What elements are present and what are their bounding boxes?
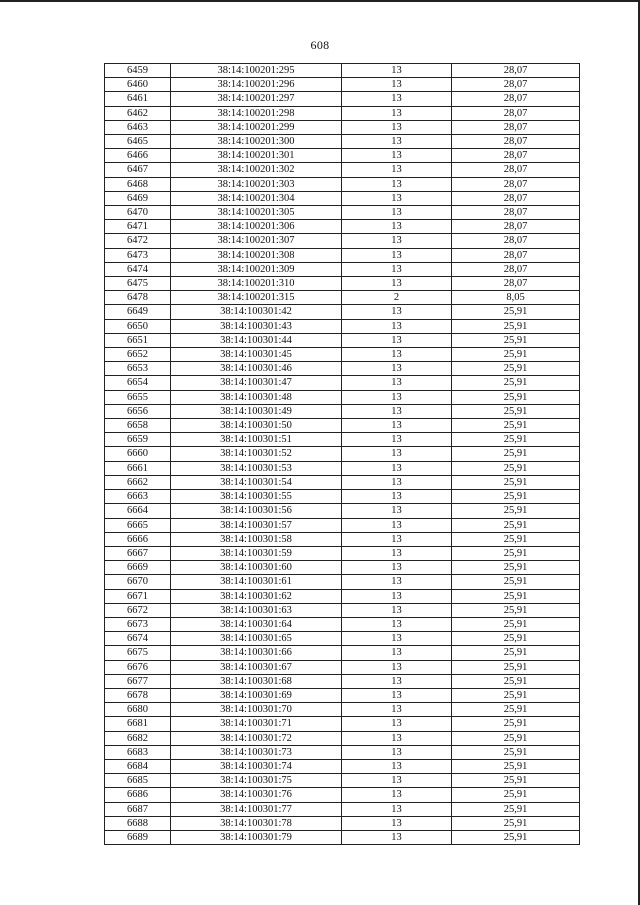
area-cell: 25,91 [452,575,580,589]
row-number-cell: 6667 [105,546,171,560]
area-cell: 25,91 [452,362,580,376]
cadastral-number-cell: 38:14:100301:64 [171,617,342,631]
cadastral-number-cell: 38:14:100201:307 [171,234,342,248]
table-row [105,277,580,291]
row-number-cell: 6655 [105,390,171,404]
table-row [105,404,580,418]
cadastral-number-cell: 38:14:100301:75 [171,774,342,788]
area-cell: 25,91 [452,603,580,617]
area-cell: 8,05 [452,291,580,305]
cadastral-number-cell: 38:14:100201:302 [171,163,342,177]
row-number-cell: 6658 [105,419,171,433]
table-row [105,177,580,191]
table-row [105,617,580,631]
count-cell: 13 [342,376,452,390]
row-number-cell: 6460 [105,78,171,92]
count-cell: 13 [342,106,452,120]
table-row [105,376,580,390]
cadastral-number-cell: 38:14:100201:296 [171,78,342,92]
table-row [105,674,580,688]
count-cell: 13 [342,617,452,631]
cadastral-number-cell: 38:14:100301:61 [171,575,342,589]
count-cell: 13 [342,404,452,418]
count-cell: 13 [342,262,452,276]
table-row [105,419,580,433]
count-cell: 13 [342,660,452,674]
row-number-cell: 6656 [105,404,171,418]
count-cell: 13 [342,135,452,149]
count-cell: 13 [342,333,452,347]
area-cell: 25,91 [452,830,580,844]
cadastral-number-cell: 38:14:100201:304 [171,191,342,205]
table-row [105,433,580,447]
cadastral-number-cell: 38:14:100301:69 [171,688,342,702]
count-cell: 13 [342,305,452,319]
row-number-cell: 6678 [105,688,171,702]
table-row [105,120,580,134]
row-number-cell: 6677 [105,674,171,688]
table-row [105,92,580,106]
cadastral-number-cell: 38:14:100301:76 [171,788,342,802]
table-row [105,333,580,347]
table-row [105,802,580,816]
area-cell: 25,91 [452,348,580,362]
count-cell: 13 [342,163,452,177]
area-cell: 28,07 [452,120,580,134]
cadastral-number-cell: 38:14:100201:305 [171,206,342,220]
row-number-cell: 6664 [105,504,171,518]
table-row [105,305,580,319]
count-cell: 13 [342,546,452,560]
table-row [105,589,580,603]
count-cell: 13 [342,688,452,702]
cadastral-number-cell: 38:14:100301:51 [171,433,342,447]
table-row [105,646,580,660]
count-cell: 13 [342,646,452,660]
area-cell: 25,91 [452,703,580,717]
area-cell: 25,91 [452,788,580,802]
area-cell: 25,91 [452,518,580,532]
count-cell: 13 [342,433,452,447]
row-number-cell: 6468 [105,177,171,191]
table-row [105,248,580,262]
area-cell: 25,91 [452,447,580,461]
area-cell: 25,91 [452,504,580,518]
count-cell: 13 [342,674,452,688]
table-row [105,163,580,177]
cadastral-number-cell: 38:14:100201:301 [171,149,342,163]
table-row [105,717,580,731]
table-row [105,603,580,617]
table-row [105,362,580,376]
row-number-cell: 6473 [105,248,171,262]
table-row [105,575,580,589]
table-row [105,504,580,518]
table-row [105,561,580,575]
row-number-cell: 6666 [105,532,171,546]
row-number-cell: 6651 [105,333,171,347]
count-cell: 13 [342,64,452,78]
count-cell: 13 [342,561,452,575]
table-row [105,461,580,475]
table-row [105,532,580,546]
count-cell: 13 [342,191,452,205]
cadastral-number-cell: 38:14:100301:73 [171,745,342,759]
area-cell: 28,07 [452,163,580,177]
area-cell: 28,07 [452,135,580,149]
cadastral-number-cell: 38:14:100201:298 [171,106,342,120]
row-number-cell: 6673 [105,617,171,631]
table-row [105,262,580,276]
table-row [105,475,580,489]
table-row [105,348,580,362]
parcel-table-body [105,64,580,845]
count-cell: 13 [342,532,452,546]
row-number-cell: 6663 [105,490,171,504]
table-row [105,745,580,759]
table-row [105,774,580,788]
cadastral-number-cell: 38:14:100301:50 [171,419,342,433]
table-row [105,788,580,802]
cadastral-number-cell: 38:14:100301:68 [171,674,342,688]
row-number-cell: 6675 [105,646,171,660]
table-row [105,191,580,205]
row-number-cell: 6687 [105,802,171,816]
cadastral-number-cell: 38:14:100301:58 [171,532,342,546]
count-cell: 13 [342,120,452,134]
count-cell: 2 [342,291,452,305]
count-cell: 13 [342,319,452,333]
area-cell: 25,91 [452,731,580,745]
table-row [105,149,580,163]
cadastral-number-cell: 38:14:100201:315 [171,291,342,305]
row-number-cell: 6462 [105,106,171,120]
count-cell: 13 [342,518,452,532]
cadastral-number-cell: 38:14:100301:44 [171,333,342,347]
cadastral-number-cell: 38:14:100301:62 [171,589,342,603]
cadastral-number-cell: 38:14:100201:306 [171,220,342,234]
count-cell: 13 [342,220,452,234]
area-cell: 25,91 [452,532,580,546]
table-row [105,135,580,149]
area-cell: 25,91 [452,660,580,674]
table-row [105,206,580,220]
area-cell: 25,91 [452,688,580,702]
count-cell: 13 [342,802,452,816]
cadastral-number-cell: 38:14:100201:308 [171,248,342,262]
row-number-cell: 6475 [105,277,171,291]
table-row [105,830,580,844]
row-number-cell: 6470 [105,206,171,220]
table-row [105,632,580,646]
count-cell: 13 [342,206,452,220]
cadastral-number-cell: 38:14:100301:49 [171,404,342,418]
area-cell: 28,07 [452,177,580,191]
area-cell: 25,91 [452,589,580,603]
area-cell: 25,91 [452,490,580,504]
row-number-cell: 6681 [105,717,171,731]
row-number-cell: 6650 [105,319,171,333]
cadastral-number-cell: 38:14:100301:59 [171,546,342,560]
row-number-cell: 6688 [105,816,171,830]
area-cell: 25,91 [452,646,580,660]
area-cell: 25,91 [452,617,580,631]
count-cell: 13 [342,362,452,376]
count-cell: 13 [342,830,452,844]
row-number-cell: 6461 [105,92,171,106]
cadastral-number-cell: 38:14:100301:71 [171,717,342,731]
row-number-cell: 6665 [105,518,171,532]
cadastral-number-cell: 38:14:100301:55 [171,490,342,504]
cadastral-number-cell: 38:14:100301:79 [171,830,342,844]
row-number-cell: 6459 [105,64,171,78]
count-cell: 13 [342,248,452,262]
area-cell: 25,91 [452,390,580,404]
row-number-cell: 6474 [105,262,171,276]
count-cell: 13 [342,419,452,433]
row-number-cell: 6669 [105,561,171,575]
area-cell: 25,91 [452,376,580,390]
area-cell: 25,91 [452,305,580,319]
count-cell: 13 [342,759,452,773]
count-cell: 13 [342,745,452,759]
cadastral-number-cell: 38:14:100301:47 [171,376,342,390]
area-cell: 28,07 [452,78,580,92]
cadastral-number-cell: 38:14:100301:56 [171,504,342,518]
row-number-cell: 6674 [105,632,171,646]
cadastral-number-cell: 38:14:100301:53 [171,461,342,475]
area-cell: 25,91 [452,717,580,731]
table-row [105,660,580,674]
count-cell: 13 [342,632,452,646]
cadastral-number-cell: 38:14:100301:43 [171,319,342,333]
count-cell: 13 [342,731,452,745]
row-number-cell: 6683 [105,745,171,759]
table-row [105,518,580,532]
count-cell: 13 [342,703,452,717]
row-number-cell: 6463 [105,120,171,134]
area-cell: 28,07 [452,234,580,248]
cadastral-number-cell: 38:14:100301:77 [171,802,342,816]
area-cell: 25,91 [452,745,580,759]
cadastral-number-cell: 38:14:100201:310 [171,277,342,291]
cadastral-number-cell: 38:14:100201:303 [171,177,342,191]
row-number-cell: 6671 [105,589,171,603]
area-cell: 25,91 [452,802,580,816]
row-number-cell: 6478 [105,291,171,305]
row-number-cell: 6466 [105,149,171,163]
page-number: 608 [310,38,330,52]
area-cell: 25,91 [452,674,580,688]
area-cell: 25,91 [452,632,580,646]
count-cell: 13 [342,348,452,362]
table-row [105,759,580,773]
row-number-cell: 6654 [105,376,171,390]
area-cell: 28,07 [452,106,580,120]
row-number-cell: 6689 [105,830,171,844]
area-cell: 25,91 [452,333,580,347]
count-cell: 13 [342,504,452,518]
area-cell: 28,07 [452,262,580,276]
count-cell: 13 [342,177,452,191]
parcel-table [104,63,580,845]
area-cell: 25,91 [452,774,580,788]
row-number-cell: 6661 [105,461,171,475]
row-number-cell: 6662 [105,475,171,489]
row-number-cell: 6649 [105,305,171,319]
scan-edge-top [0,0,640,2]
cadastral-number-cell: 38:14:100301:46 [171,362,342,376]
count-cell: 13 [342,461,452,475]
area-cell: 28,07 [452,191,580,205]
cadastral-number-cell: 38:14:100301:60 [171,561,342,575]
count-cell: 13 [342,78,452,92]
table-row [105,688,580,702]
count-cell: 13 [342,490,452,504]
cadastral-number-cell: 38:14:100301:72 [171,731,342,745]
table-row [105,390,580,404]
cadastral-number-cell: 38:14:100201:309 [171,262,342,276]
count-cell: 13 [342,447,452,461]
row-number-cell: 6660 [105,447,171,461]
area-cell: 28,07 [452,64,580,78]
area-cell: 28,07 [452,206,580,220]
cadastral-number-cell: 38:14:100301:65 [171,632,342,646]
cadastral-number-cell: 38:14:100301:54 [171,475,342,489]
cadastral-number-cell: 38:14:100201:299 [171,120,342,134]
area-cell: 28,07 [452,248,580,262]
table-row [105,64,580,78]
table-row [105,703,580,717]
table-row [105,447,580,461]
row-number-cell: 6471 [105,220,171,234]
area-cell: 25,91 [452,461,580,475]
cadastral-number-cell: 38:14:100301:67 [171,660,342,674]
row-number-cell: 6680 [105,703,171,717]
row-number-cell: 6686 [105,788,171,802]
cadastral-number-cell: 38:14:100301:42 [171,305,342,319]
count-cell: 13 [342,475,452,489]
cadastral-number-cell: 38:14:100301:63 [171,603,342,617]
table-row [105,731,580,745]
row-number-cell: 6684 [105,759,171,773]
cadastral-number-cell: 38:14:100201:295 [171,64,342,78]
count-cell: 13 [342,788,452,802]
row-number-cell: 6653 [105,362,171,376]
count-cell: 13 [342,390,452,404]
table-row [105,234,580,248]
table-row [105,816,580,830]
count-cell: 13 [342,92,452,106]
count-cell: 13 [342,149,452,163]
count-cell: 13 [342,603,452,617]
cadastral-number-cell: 38:14:100201:297 [171,92,342,106]
cadastral-number-cell: 38:14:100301:70 [171,703,342,717]
row-number-cell: 6465 [105,135,171,149]
row-number-cell: 6652 [105,348,171,362]
table-row [105,106,580,120]
row-number-cell: 6685 [105,774,171,788]
table-row [105,319,580,333]
count-cell: 13 [342,589,452,603]
cadastral-number-cell: 38:14:100201:300 [171,135,342,149]
area-cell: 28,07 [452,149,580,163]
count-cell: 13 [342,277,452,291]
area-cell: 25,91 [452,475,580,489]
table-row [105,78,580,92]
count-cell: 13 [342,575,452,589]
cadastral-number-cell: 38:14:100301:48 [171,390,342,404]
cadastral-number-cell: 38:14:100301:52 [171,447,342,461]
cadastral-number-cell: 38:14:100301:57 [171,518,342,532]
area-cell: 25,91 [452,546,580,560]
count-cell: 13 [342,234,452,248]
cadastral-number-cell: 38:14:100301:45 [171,348,342,362]
row-number-cell: 6670 [105,575,171,589]
row-number-cell: 6469 [105,191,171,205]
area-cell: 25,91 [452,433,580,447]
count-cell: 13 [342,816,452,830]
row-number-cell: 6672 [105,603,171,617]
area-cell: 25,91 [452,561,580,575]
count-cell: 13 [342,774,452,788]
area-cell: 28,07 [452,92,580,106]
table-row [105,220,580,234]
area-cell: 25,91 [452,419,580,433]
row-number-cell: 6467 [105,163,171,177]
area-cell: 25,91 [452,319,580,333]
cadastral-number-cell: 38:14:100301:74 [171,759,342,773]
area-cell: 28,07 [452,277,580,291]
row-number-cell: 6682 [105,731,171,745]
table-row [105,490,580,504]
row-number-cell: 6472 [105,234,171,248]
row-number-cell: 6659 [105,433,171,447]
count-cell: 13 [342,717,452,731]
table-row [105,291,580,305]
row-number-cell: 6676 [105,660,171,674]
area-cell: 25,91 [452,816,580,830]
table-row [105,546,580,560]
cadastral-number-cell: 38:14:100301:66 [171,646,342,660]
cadastral-number-cell: 38:14:100301:78 [171,816,342,830]
area-cell: 28,07 [452,220,580,234]
area-cell: 25,91 [452,404,580,418]
area-cell: 25,91 [452,759,580,773]
